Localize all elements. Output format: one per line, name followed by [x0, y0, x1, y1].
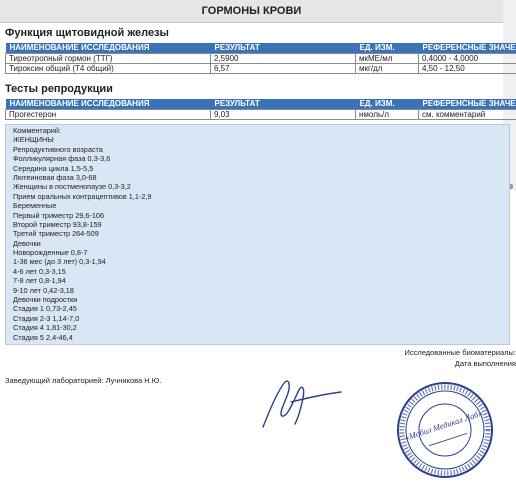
- thyroid-table: [5, 43, 516, 74]
- comment-line: Стадия 2-3 1,14-7,0: [13, 313, 80, 323]
- comment-line: 9-10 лет 0,42-3,18: [13, 285, 74, 295]
- comment-line: Беременные: [13, 201, 57, 211]
- section-title-thyroid: Функция щитовидной железы: [5, 27, 169, 39]
- comment-box: [5, 124, 510, 345]
- comment-line: Женщины в постменопаузе 0,3-3,2: [13, 182, 131, 192]
- table-row: [6, 54, 516, 64]
- comment-line: 7-8 лет 0,8-1,94: [13, 276, 66, 286]
- column-header-name: НАИМЕНОВАНИЕ ИССЛЕДОВАНИЯ: [6, 43, 211, 54]
- comment-line: Прием оральных контрацептивов 1,1-2,9: [13, 191, 152, 201]
- test-result: 9,03: [211, 110, 356, 120]
- column-header-unit: ЕД. ИЗМ.: [356, 99, 419, 110]
- column-header-reference: РЕФЕРЕНСНЫЕ ЗНАЧЕ: [419, 43, 516, 54]
- comment-line: Второй триместр 93,8-159: [13, 219, 102, 229]
- test-reference: см. комментарий: [419, 110, 516, 120]
- comment-line: Стадия 4 1,81-30,2: [13, 323, 77, 333]
- column-header-unit: ЕД. ИЗМ.: [356, 43, 419, 54]
- comment-line: Середина цикла 1,5-5,5: [13, 163, 94, 173]
- column-header-result: РЕЗУЛЬТАТ: [211, 43, 356, 54]
- biomaterials-label: Исследованные биоматериалы:: [404, 348, 516, 357]
- comment-line: Девочки подростки: [13, 295, 78, 305]
- comment-line: Девочки: [13, 238, 41, 248]
- test-result: 6,57: [211, 64, 356, 74]
- comment-line: Новорожденные 0,8-7: [13, 248, 88, 258]
- comment-line: Стадия 5 2,4-46,4: [13, 332, 73, 342]
- comment-line: ЖЕНЩИНЫ: [13, 135, 54, 145]
- test-unit: нмоль/л: [356, 110, 419, 120]
- head-of-lab: Заведующий лабораторией: Лучникова Н.Ю.: [5, 376, 162, 385]
- test-name: Тироксин общий (Т4 общий): [6, 64, 211, 74]
- column-header-reference: РЕФЕРЕНСНЫЕ ЗНАЧЕ: [419, 99, 516, 110]
- comment-line: Третий триместр 264-509: [13, 229, 99, 239]
- test-reference: 0,4000 - 4,0000: [419, 54, 516, 64]
- stamp-center-text: «Мобил Медикал Лаб»: [403, 407, 484, 443]
- stamp-seal: [395, 380, 495, 480]
- comment-line: Стадия 1 0,73-2,45: [13, 304, 77, 314]
- test-reference: 4,50 - 12,50: [419, 64, 516, 74]
- comment-line: Комментарий:: [13, 126, 61, 135]
- comment-line: Лютеиновая фаза 3,0-68: [13, 172, 97, 182]
- reproduction-table: [5, 99, 516, 120]
- comment-line: Фолликулярная фаза 0,3-3,6: [13, 154, 111, 164]
- section-title-reproduction: Тесты репродукции: [5, 83, 113, 95]
- test-name: Прогестерон: [6, 110, 211, 120]
- table-row: [6, 110, 516, 120]
- comment-line: 4-6 лет 0,3-3,15: [13, 266, 66, 276]
- signature-image: [255, 372, 345, 432]
- table-row: [6, 64, 516, 74]
- page-title: ГОРМОНЫ КРОВИ: [0, 0, 503, 23]
- comment-line: 1-36 мес (до 3 лет) 0,3-1,94: [13, 257, 106, 267]
- comment-line: Репродуктивного возраста: [13, 144, 103, 154]
- column-header-name: НАИМЕНОВАНИЕ ИССЛЕДОВАНИЯ: [6, 99, 211, 110]
- test-unit: мкМЕ/мл: [356, 54, 419, 64]
- comment-line: Первый триместр 29,6-106: [13, 210, 105, 220]
- test-result: 2,5900: [211, 54, 356, 64]
- execution-date-label: Дата выполнения: [454, 359, 516, 368]
- test-name: Тиреотропный гормон (ТТГ): [6, 54, 211, 64]
- test-unit: мкг/дл: [356, 64, 419, 74]
- column-header-result: РЕЗУЛЬТАТ: [211, 99, 356, 110]
